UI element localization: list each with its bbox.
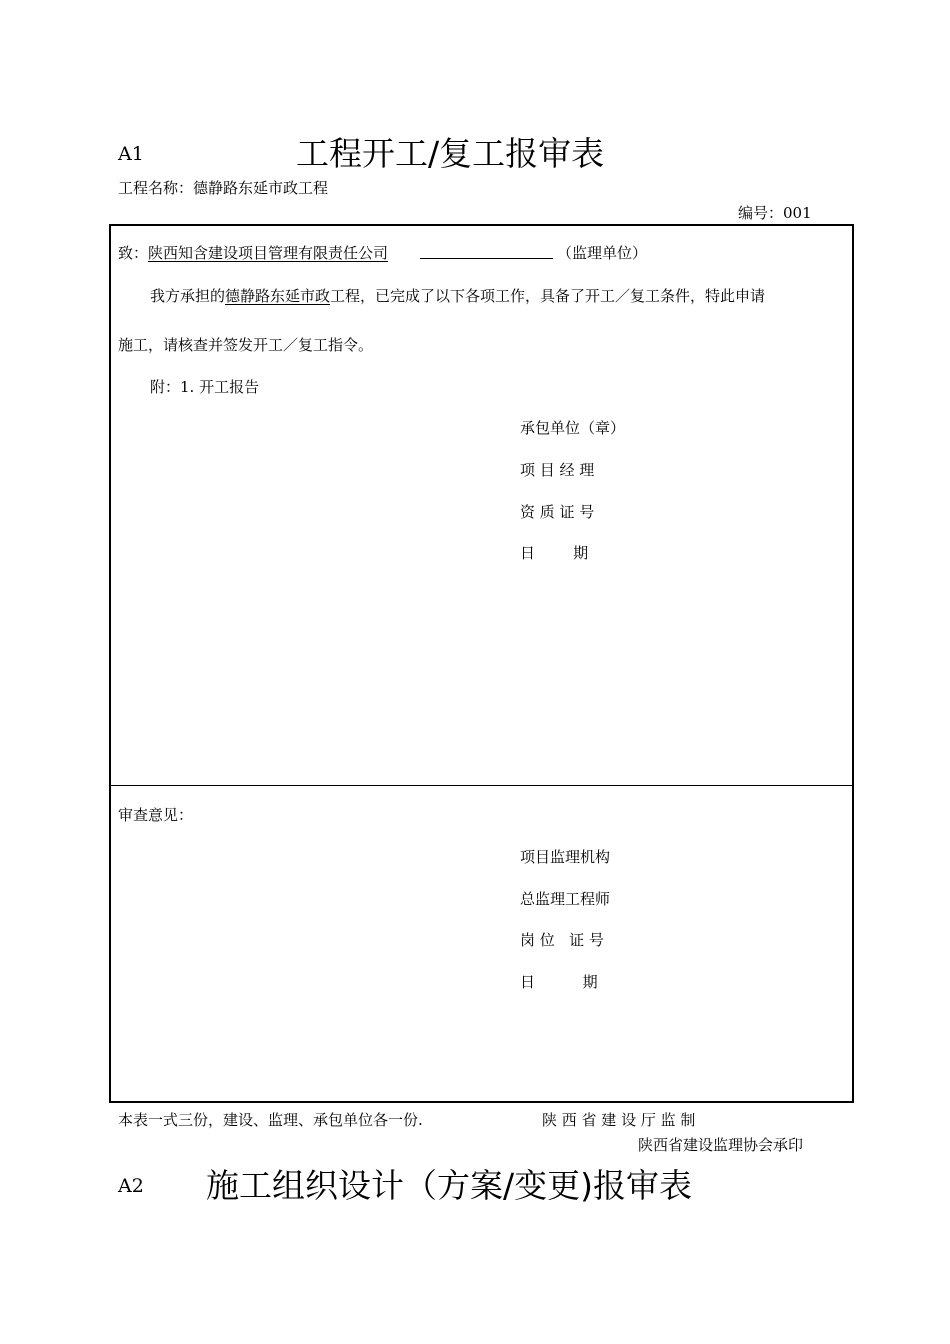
form-code-a2: A2: [118, 1175, 144, 1197]
project-name-value: 德静路东延市政工程: [193, 179, 329, 197]
body-suffix: 工程，已完成了以下各项工作，具备了开工／复工条件，特此申请: [330, 287, 766, 305]
addressee-org: 陕西知含建设项目管理有限责任公司: [148, 244, 389, 262]
form-number-row: [738, 202, 812, 223]
contractor-field-qualification: 资 质 证 号: [520, 503, 595, 521]
footer-printed: 陕西省建设监理协会承印: [638, 1136, 804, 1154]
supervisor-field-date: 日 期: [520, 973, 598, 991]
contractor-field-date: 日 期: [520, 544, 589, 562]
form-number-label: 编号：: [738, 204, 784, 222]
form-code-a1: A1: [118, 143, 144, 165]
addressee-role: （监理单位）: [557, 244, 648, 262]
form-title-a2: 施工组织设计（方案/变更)报审表: [206, 1166, 692, 1205]
project-name-row: [118, 177, 328, 198]
form-number-value: 001: [783, 204, 812, 222]
review-label: 审查意见：: [118, 806, 194, 824]
form-frame: [109, 224, 854, 1103]
attachment-line: 附：1. 开工报告: [150, 378, 260, 396]
footer-note: 本表一式三份，建设、监理、承包单位各一份.: [118, 1111, 423, 1129]
supervisor-field-cert: 岗 位 证 号: [520, 931, 604, 949]
contractor-field-manager: 项 目 经 理: [520, 461, 595, 479]
form-title-a1: 工程开工/复工报审表: [296, 134, 605, 173]
supervisor-field-chief: 总监理工程师: [520, 890, 611, 908]
footer-supervised: 陕 西 省 建 设 厅 监 制: [542, 1111, 696, 1129]
body-prefix: 我方承担的: [150, 287, 226, 305]
contractor-field-unit: 承包单位（章）: [520, 419, 626, 437]
body-line-2: 施工，请核查并签发开工／复工指令。: [118, 336, 374, 354]
addressee-blank-line: [420, 258, 553, 259]
body-project: 德静路东延市政: [225, 287, 331, 305]
addressee-label: 致：: [118, 244, 149, 262]
body-line-1: [150, 285, 765, 306]
project-name-label: 工程名称：: [118, 179, 194, 197]
supervisor-field-org: 项目监理机构: [520, 848, 611, 866]
section-divider: [109, 785, 854, 786]
addressee-row: [118, 242, 388, 263]
